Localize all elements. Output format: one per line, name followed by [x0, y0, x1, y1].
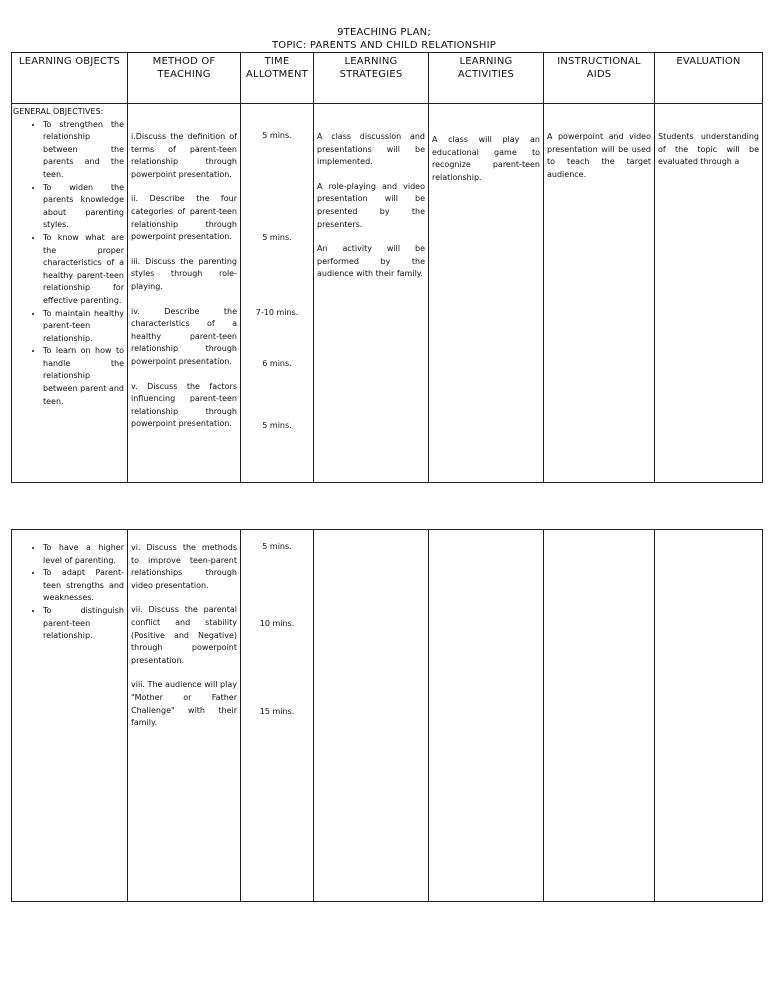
- strategy-item: An activity will be performed by the audience with their family.: [317, 244, 425, 279]
- plan-topic: TOPIC: PARENTS AND CHILD RELATIONSHIP: [272, 40, 496, 51]
- header-learning-activities: LEARNING ACTIVITIES: [429, 53, 544, 104]
- objectives-list: [13, 542, 124, 643]
- objectives-list: [13, 119, 124, 409]
- aids-cell: A powerpoint and video presentation will be used to teach the target audience.: [544, 104, 655, 483]
- header-learning-objects: LEARNING OBJECTS: [12, 53, 128, 104]
- time-cell: [241, 104, 314, 483]
- method-item: vi. Discuss the methods to improve teen-parent relationships through video presentation.: [131, 543, 237, 590]
- plan-title: 9TEACHING PLAN;: [337, 27, 431, 38]
- teaching-plan-table-page1: [11, 52, 763, 483]
- content-row: [12, 104, 763, 483]
- method-item: v. Discuss the factors influencing parent-teen relationship through powerpoint presentation.: [131, 381, 237, 429]
- list-item: • To know what are the proper characteristics of a healthy parent-teen relationship for effective parenting.: [43, 232, 124, 308]
- list-item: • To have a higher level of parenting.: [43, 542, 124, 567]
- methods-cell: [128, 530, 241, 902]
- strategy-item: A role-playing and video presentation will be presented by the presenters.: [317, 181, 425, 229]
- header-method-of-teaching: METHOD OF TEACHING: [128, 53, 241, 104]
- header-row: [12, 53, 763, 104]
- list-item: • To widen the parents knowledge about parenting styles.: [43, 182, 124, 232]
- general-objectives-label: GENERAL OBJECTIVES:: [13, 107, 104, 116]
- method-item: i.Discuss the definition of terms of parent-teen relationship through powerpoint presentation.: [131, 132, 237, 179]
- time-value: 6 mins.: [262, 359, 292, 368]
- teaching-plan-table-page2: [11, 529, 763, 902]
- evaluation-cell: Students understanding of the topic will be evaluated through a: [655, 104, 763, 483]
- time-value: 7-10 mins.: [255, 308, 299, 317]
- time-cell: [241, 530, 314, 902]
- list-item: • To strengthen the relationship between the parents and the teen.: [43, 119, 124, 182]
- time-value: 5 mins.: [262, 421, 292, 430]
- strategy-item: A class discussion and presentations will be implemented.: [317, 132, 425, 167]
- aids-cell: [544, 530, 655, 902]
- objectives-cell: [12, 104, 128, 483]
- time-value: 15 mins.: [259, 707, 295, 716]
- method-item: iii. Discuss the parenting styles through role-playing.: [131, 256, 237, 291]
- header-learning-strategies: LEARNING STRATEGIES: [314, 53, 429, 104]
- time-value: 5 mins.: [262, 542, 292, 551]
- methods-cell: [128, 104, 241, 483]
- objectives-cell: [12, 530, 128, 902]
- method-item: vii. Discuss the parental conflict and stability (Positive and Negative) through powerpoint presentation.: [131, 605, 237, 665]
- evaluation-cell: [655, 530, 763, 902]
- time-value: 10 mins.: [259, 619, 295, 628]
- time-value: 5 mins.: [262, 233, 292, 242]
- header-evaluation: EVALUATION: [655, 53, 763, 104]
- content-row: [12, 530, 763, 902]
- list-item: • To learn on how to handle the relationship between parent and teen.: [43, 345, 124, 408]
- header-time-allotment: TIME ALLOTMENT: [241, 53, 314, 104]
- method-item: viii. The audience will play "Mother or Father Challenge" with their family.: [131, 680, 237, 728]
- strategies-cell: [314, 104, 429, 483]
- method-item: ii. Describe the four categories of parent-teen relationship through powerpoint presentation.: [131, 194, 237, 242]
- method-item: iv. Describe the characteristics of a healthy parent-teen relationship through powerpoint presentation.: [131, 306, 237, 366]
- list-item: • To maintain healthy parent-teen relationship.: [43, 308, 124, 346]
- header-instructional-aids: INSTRUCTIONAL AIDS: [544, 53, 655, 104]
- list-item: • To adapt Parent-teen strengths and weaknesses.: [43, 567, 124, 605]
- activities-cell: [429, 530, 544, 902]
- time-value: 5 mins.: [262, 131, 292, 140]
- list-item: • To distinguish parent-teen relationship.: [43, 605, 124, 643]
- activities-cell: A class will play an educational game to recognize parent-teen relationship.: [429, 104, 544, 483]
- strategies-cell: [314, 530, 429, 902]
